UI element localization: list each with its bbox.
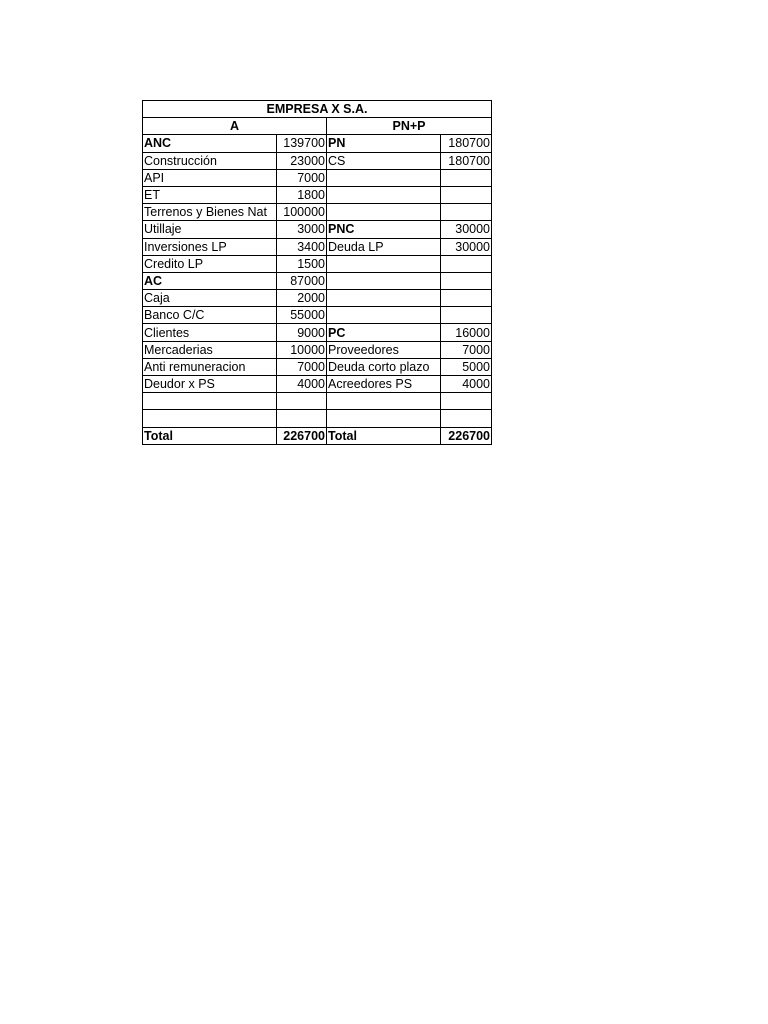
asset-label-cell: Total	[143, 427, 277, 444]
asset-label-cell: Construcción	[143, 152, 277, 169]
table-row	[143, 238, 492, 255]
liability-value-cell	[441, 204, 492, 221]
asset-label-cell: ET	[143, 186, 277, 203]
asset-label-cell: Utillaje	[143, 221, 277, 238]
asset-label-cell	[143, 410, 277, 427]
asset-label-cell: Banco C/C	[143, 307, 277, 324]
asset-label-cell: Deudor x PS	[143, 376, 277, 393]
section-header-row	[143, 118, 492, 135]
asset-value-cell: 2000	[277, 290, 327, 307]
liability-label-cell: PNC	[327, 221, 441, 238]
sheet-title: EMPRESA X S.A.	[143, 101, 492, 118]
table-row	[143, 393, 492, 410]
asset-label-cell: Caja	[143, 290, 277, 307]
asset-label-cell: ANC	[143, 135, 277, 152]
table-row	[143, 221, 492, 238]
asset-value-cell: 23000	[277, 152, 327, 169]
table-row	[143, 307, 492, 324]
asset-value-cell	[277, 393, 327, 410]
asset-value-cell: 3400	[277, 238, 327, 255]
liability-value-cell: 180700	[441, 135, 492, 152]
liability-value-cell	[441, 272, 492, 289]
asset-label-cell: AC	[143, 272, 277, 289]
liability-label-cell: Proveedores	[327, 341, 441, 358]
table-row	[143, 272, 492, 289]
total-row	[143, 427, 492, 444]
liability-value-cell	[441, 169, 492, 186]
asset-value-cell	[277, 410, 327, 427]
table-row	[143, 204, 492, 221]
asset-value-cell: 100000	[277, 204, 327, 221]
asset-value-cell: 226700	[277, 427, 327, 444]
asset-value-cell: 3000	[277, 221, 327, 238]
liability-label-cell: Total	[327, 427, 441, 444]
asset-value-cell: 55000	[277, 307, 327, 324]
asset-value-cell: 1800	[277, 186, 327, 203]
balance-sheet-table	[142, 100, 492, 445]
asset-label-cell: Inversiones LP	[143, 238, 277, 255]
table-row	[143, 410, 492, 427]
table-row	[143, 376, 492, 393]
liability-value-cell	[441, 393, 492, 410]
table-row	[143, 186, 492, 203]
table-row	[143, 135, 492, 152]
liability-label-cell: Deuda corto plazo	[327, 358, 441, 375]
table-row	[143, 358, 492, 375]
liability-value-cell	[441, 290, 492, 307]
liability-value-cell	[441, 410, 492, 427]
table-row	[143, 341, 492, 358]
liability-value-cell: 16000	[441, 324, 492, 341]
liability-value-cell: 7000	[441, 341, 492, 358]
title-row	[143, 101, 492, 118]
liability-label-cell	[327, 272, 441, 289]
liability-label-cell: CS	[327, 152, 441, 169]
asset-label-cell	[143, 393, 277, 410]
asset-value-cell: 7000	[277, 169, 327, 186]
liability-label-cell	[327, 410, 441, 427]
liability-label-cell: PC	[327, 324, 441, 341]
liability-value-cell: 180700	[441, 152, 492, 169]
liability-label-cell	[327, 393, 441, 410]
liability-value-cell	[441, 186, 492, 203]
asset-value-cell: 9000	[277, 324, 327, 341]
assets-header: A	[143, 118, 327, 135]
asset-value-cell: 139700	[277, 135, 327, 152]
liability-value-cell	[441, 307, 492, 324]
table-row	[143, 255, 492, 272]
asset-label-cell: Credito LP	[143, 255, 277, 272]
liability-label-cell: Acreedores PS	[327, 376, 441, 393]
asset-label-cell: Clientes	[143, 324, 277, 341]
liability-label-cell	[327, 290, 441, 307]
liability-label-cell: PN	[327, 135, 441, 152]
asset-label-cell: Mercaderias	[143, 341, 277, 358]
liability-value-cell: 4000	[441, 376, 492, 393]
liability-label-cell	[327, 255, 441, 272]
liability-label-cell	[327, 186, 441, 203]
liabilities-equity-header: PN+P	[327, 118, 492, 135]
asset-value-cell: 87000	[277, 272, 327, 289]
liability-label-cell	[327, 307, 441, 324]
liability-value-cell	[441, 255, 492, 272]
asset-value-cell: 10000	[277, 341, 327, 358]
asset-value-cell: 1500	[277, 255, 327, 272]
liability-label-cell	[327, 204, 441, 221]
liability-value-cell: 226700	[441, 427, 492, 444]
liability-value-cell: 30000	[441, 238, 492, 255]
table-row	[143, 290, 492, 307]
asset-label-cell: API	[143, 169, 277, 186]
table-row	[143, 169, 492, 186]
liability-label-cell	[327, 169, 441, 186]
asset-value-cell: 4000	[277, 376, 327, 393]
table-row	[143, 324, 492, 341]
asset-label-cell: Terrenos y Bienes Nat	[143, 204, 277, 221]
liability-label-cell: Deuda LP	[327, 238, 441, 255]
asset-value-cell: 7000	[277, 358, 327, 375]
asset-label-cell: Anti remuneracion	[143, 358, 277, 375]
liability-value-cell: 5000	[441, 358, 492, 375]
table-row	[143, 152, 492, 169]
liability-value-cell: 30000	[441, 221, 492, 238]
